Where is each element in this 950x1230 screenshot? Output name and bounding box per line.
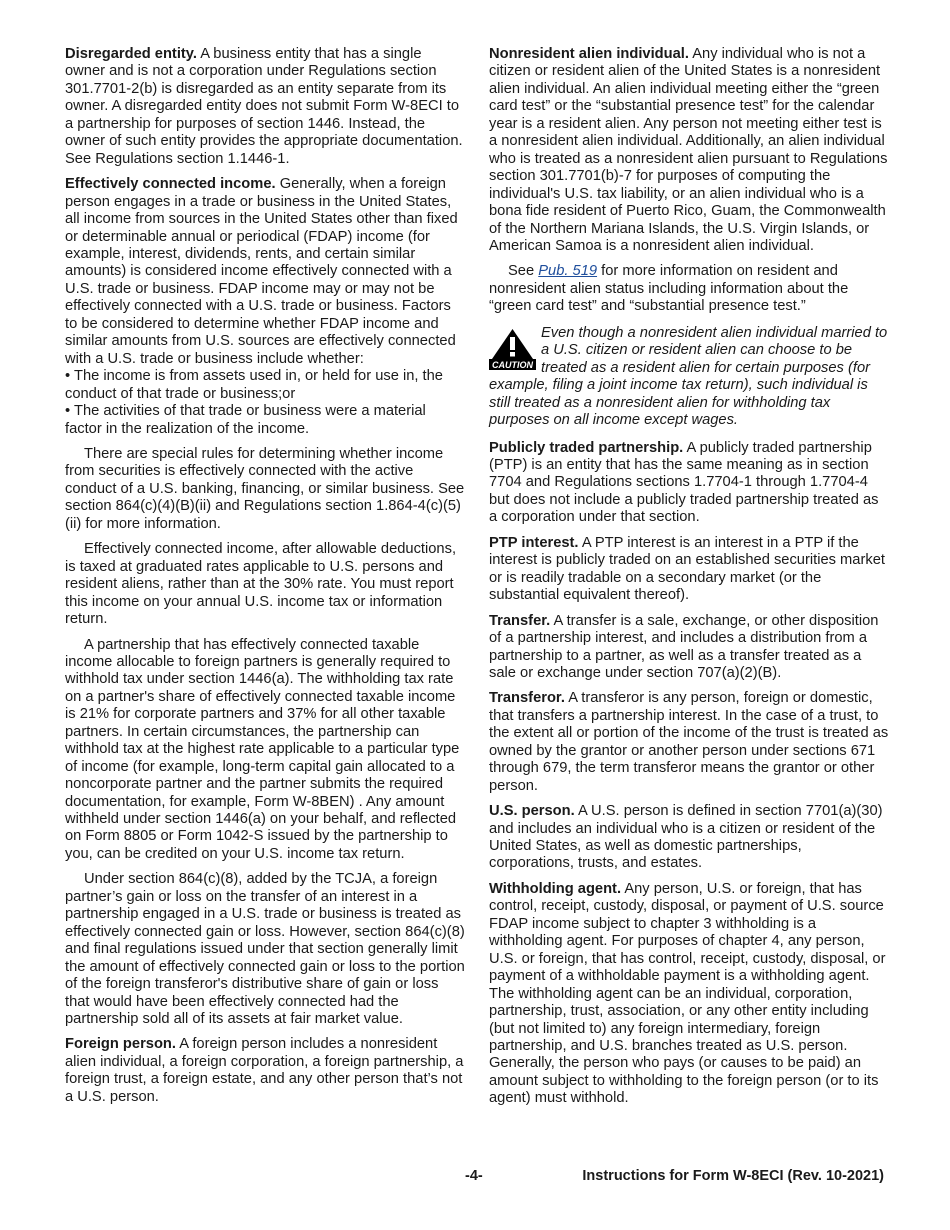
nonresident-alien-paragraph	[489, 46, 889, 255]
us-person-text: A U.S. person is defined in section 7701(a)(30) and includes an individual who is a citizen or resident of the United States, as well as domestic partnerships, corporations, trusts, and estates.	[489, 803, 883, 872]
disregarded-entity-text: A business entity that has a single owner and is not a corporation under Regulations section 301.7701-2(b) is disregarded as an entity separate from its owner. A disregarded entity does not submit Form W-8ECI to a partnership for purposes of section 1446. Instead, the owner of such entity provides the appropriate documentation. See Regulations section 1.1446-1.	[65, 46, 463, 167]
transferor-text: A transferor is any person, foreign or domestic, that transfers a partnership interest. In the case of a trust, to the extent all or portion of the income of the trust is treated as owned by the grantor or another person under sections 671 through 679, the term transferor means the grantor or other person.	[489, 690, 889, 794]
pub-519-link[interactable]: Pub. 519	[538, 263, 598, 280]
foreign-person-text: A foreign person includes a nonresident alien individual, a foreign corporation, a foreign partnership, a foreign trust, a foreign estate, and any other person that’s not a U.S. person.	[65, 1036, 464, 1105]
eci-term: Effectively connected income.	[65, 176, 276, 193]
withholding-agent-text: Any person, U.S. or foreign, that has control, receipt, custody, disposal, or payment of U.S. source FDAP income subject to chapter 3 withholding is a withholding agent. For purposes of chapter 4, any person, U.S. or foreign, that has control, receipt, custody, disposal, or payment of a withholdable payment is a withholding agent. The withholding agent can be an individual, corporation, partnership, trust, association, or any other entity including (but not limited to) any foreign intermediary, foreign partnership, and U.S. branches treated as U.S. person. Generally, the person who pays (or causes to be paid) an amount subject to withholding to the foreign person (or to its agent) must withhold.	[489, 880, 886, 1107]
eci-paragraph	[65, 176, 465, 368]
ptp-text: A publicly traded partnership (PTP) is an entity that has the same meaning as in section 7704 and Regulations sections 1.7704-1 through 1.7704-4 but does not include a publicly traded partnership treated as a corporation under that section.	[489, 439, 879, 526]
caution-icon	[489, 328, 536, 370]
transfer-term: Transfer.	[489, 612, 551, 629]
left-column	[65, 46, 465, 1114]
eci-bullet-1-text: The income is from assets used in, or held for use in, the conduct of that trade or business;or	[65, 368, 443, 402]
eci-bullet-1: • The income is from assets used in, or held for use in, the conduct of that trade or business;or	[65, 368, 443, 402]
ptp-paragraph	[489, 440, 889, 527]
disregarded-entity-term: Disregarded entity.	[65, 46, 197, 62]
disregarded-entity-paragraph	[65, 46, 465, 168]
eci-text: Generally, when a foreign person engages in a trade or business in the United States, all income from sources in the United States other than fixed or determinable annual or periodical (FDAP) income (for example, interest, dividends, rents, and certain similar amounts) is considered income effectively connected with a U.S. trade or business. FDAP income may or may not be effectively connected with a U.S. trade or business. Factors to be considered to determine whether FDAP income and similar amounts from U.S. sources are effectively connected with a U.S. trade or business include whether:	[65, 176, 458, 367]
eci-taxed-paragraph: Effectively connected income, after allowable deductions, is taxed at graduated rates applicable to U.S. persons and resident aliens, rather than at the 30% rate. You must report this income on your annual U.S. income tax or information return.	[65, 541, 457, 628]
caution-text: Even though a nonresident alien individual married to a U.S. citizen or resident alien can choose to be treated as a resident alien for certain purposes (for example, filing a joint income tax return), such individual is still treated as a nonresident alien for withholding tax purposes on all income except wages.	[489, 324, 888, 429]
transfer-text: A transfer is a sale, exchange, or other disposition of a partnership interest, and includes a distribution from a partnership to a partner, as well as a transfer treated as a sale or exchange under section 707(a)(2)(B).	[489, 612, 879, 681]
caution-icon-label: CAUTION	[492, 359, 533, 370]
transferor-term: Transferor.	[489, 690, 565, 707]
form-title: Instructions for Form W-8ECI (Rev. 10-2021)	[582, 1168, 884, 1184]
withholding-agent-paragraph	[489, 881, 889, 1108]
pub-519-paragraph	[489, 263, 889, 315]
special-rules-paragraph: There are special rules for determining whether income from securities is effectively connected with the active conduct of a U.S. banking, financing, or similar business. See section 864(c)(4)(B)(ii) and Regulations section 1.864-4(c)(5)(ii) for more information.	[65, 445, 465, 532]
ptp-interest-paragraph	[489, 535, 889, 605]
us-person-paragraph	[489, 803, 889, 873]
us-person-term: U.S. person.	[489, 803, 575, 820]
ptp-interest-term: PTP interest.	[489, 534, 579, 551]
transferor-paragraph	[489, 690, 889, 795]
foreign-person-paragraph	[65, 1036, 465, 1106]
tcja-paragraph: Under section 864(c)(8), added by the TCJA, a foreign partner’s gain or loss on the transfer of an interest in a partnership engaged in a U.S. trade or business is treated as effectively connected gain or loss. However, section 864(c)(8) and final regulations issued under that section generally limit the amount of effectively connected gain or loss to the portion of the foreign transferor's distributive share of gain or loss that would have been effectively connected had the partnership sold all of its assets at fair market value.	[65, 871, 465, 1028]
transfer-paragraph	[489, 613, 889, 683]
right-column	[489, 46, 889, 1116]
pub-519-rest: for more information on resident and nonresident alien status including information about the “green card test” and “substantial presence test.”	[489, 263, 849, 315]
pub-519-see: See	[508, 263, 535, 280]
ptp-interest-text: A PTP interest is an interest in a PTP if the interest is publicly traded on an established securities market or is readily tradable on a secondary market (or the substantial equivalent thereof).	[489, 534, 885, 604]
page-number: -4-	[465, 1168, 483, 1184]
nonresident-alien-text: Any individual who is not a citizen or resident alien of the United States is a nonresident alien individual. An alien individual meeting either the “green card test” or the “substantial presence test” for the calendar year is a resident alien. Any person not meeting either test is a nonresident alien individual. Additionally, an alien individual who is treated as a nonresident alien pursuant to Regulations section 301.7701(b)-7 for purposes of computing the individual's U.S. tax liability, or an alien individual who is a bona fide resident of Puerto Rico, Guam, the Commonwealth of the Northern Mariana Islands, the U.S. Virgin Islands, or American Samoa is a nonresident alien individual.	[489, 46, 888, 254]
caution-box	[489, 325, 889, 430]
foreign-person-term: Foreign person.	[65, 1036, 176, 1053]
ptp-term: Publicly traded partnership.	[489, 439, 684, 456]
partnership-withholding-paragraph: A partnership that has effectively connected taxable income allocable to foreign partners is generally required to withhold tax under section 1446(a). The withholding tax rate on a partner's share of effectively connected taxable income is 21% for corporate partners and 37% for all other taxable partners. In certain circumstances, the partnership can withhold tax at the highest rate applicable to a particular type of income (for example, long-term capital gain allocated to a noncorporate partner and the partner submits the required documentation, for example, Form W-8BEN) . Any amount withheld under section 1446(a) on your behalf, and reflected on Form 8805 or Form 1042-S issued by the partnership to you, can be credited on your U.S. income tax return.	[65, 636, 460, 862]
withholding-agent-term: Withholding agent.	[489, 880, 622, 897]
eci-bullet-2-text: The activities of that trade or business were a material factor in the realization of the income.	[65, 403, 426, 437]
nonresident-alien-term: Nonresident alien individual.	[489, 46, 689, 62]
eci-bullet-2: • The activities of that trade or business were a material factor in the realization of the income.	[65, 403, 426, 437]
